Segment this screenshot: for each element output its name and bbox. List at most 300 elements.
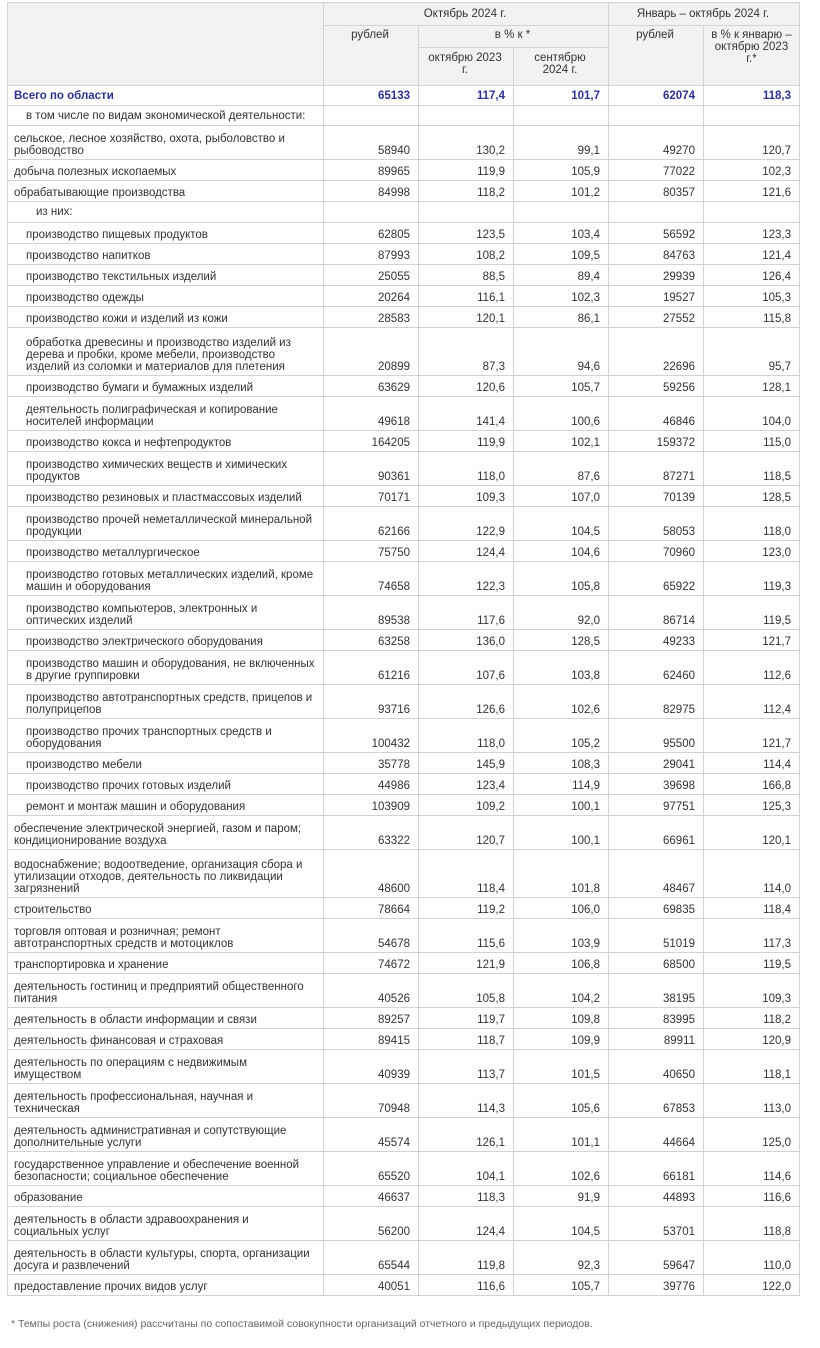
cell-rub: 61216 [324,651,419,685]
table-row [8,507,800,541]
row-label: производство электрического оборудования [8,630,324,651]
cell-jpct: 120,9 [704,1029,800,1050]
table-row [8,1152,800,1186]
cell-jrub: 29041 [609,753,704,774]
table-row [8,223,800,244]
cell-rub: 65544 [324,1241,419,1275]
cell-rub: 74672 [324,953,419,974]
cell-jpct: 128,1 [704,376,800,397]
cell-oct: 141,4 [419,397,514,431]
cell-rub: 84998 [324,181,419,202]
cell-sep: 105,7 [514,1275,609,1296]
row-label: обрабатывающие производства [8,181,324,202]
cell-sep: 104,2 [514,974,609,1008]
header-rub-oct: рублей [324,26,419,86]
row-label: деятельность административная и сопутствующие дополнительные услуги [8,1118,324,1152]
cell-rub: 78664 [324,898,419,919]
cell-oct: 120,7 [419,816,514,850]
cell-jrub: 59256 [609,376,704,397]
cell-oct: 120,6 [419,376,514,397]
table-row [8,106,800,126]
cell-jrub: 39776 [609,1275,704,1296]
cell-oct: 108,2 [419,244,514,265]
cell-sep: 103,8 [514,651,609,685]
cell-oct: 120,1 [419,307,514,328]
cell-jrub: 44664 [609,1118,704,1152]
cell-sep: 101,7 [514,86,609,106]
cell-oct: 136,0 [419,630,514,651]
cell-jpct: 112,4 [704,685,800,719]
cell-sep: 104,6 [514,541,609,562]
row-label: торговля оптовая и розничная; ремонт автотранспортных средств и мотоциклов [8,919,324,953]
cell-oct: 121,9 [419,953,514,974]
table-row [8,541,800,562]
cell-jpct: 121,6 [704,181,800,202]
cell-jpct: 126,4 [704,265,800,286]
cell-jrub: 82975 [609,685,704,719]
cell-jpct: 122,0 [704,1275,800,1296]
row-label: деятельность в области культуры, спорта, организации досуга и развлечений [8,1241,324,1275]
cell-jpct: 125,3 [704,795,800,816]
cell-jrub: 97751 [609,795,704,816]
row-label: деятельность по операциям с недвижимым имуществом [8,1050,324,1084]
header-pct-sep-2024: сентябрю 2024 г. [514,48,609,86]
table-row [8,376,800,397]
row-label: деятельность полиграфическая и копирование носителей информации [8,397,324,431]
row-label: государственное управление и обеспечение военной безопасности; социальное обеспечение [8,1152,324,1186]
cell-jrub: 66181 [609,1152,704,1186]
cell-rub: 89257 [324,1008,419,1029]
row-label: производство автотранспортных средств, прицепов и полуприцепов [8,685,324,719]
cell-jpct: 115,8 [704,307,800,328]
cell-oct: 105,8 [419,974,514,1008]
table-row [8,562,800,596]
row-label: производство химических веществ и химических продуктов [8,452,324,486]
cell-rub: 46637 [324,1186,419,1207]
cell-sep: 89,4 [514,265,609,286]
cell-jpct: 121,7 [704,719,800,753]
cell-rub: 100432 [324,719,419,753]
cell-sep: 104,5 [514,1207,609,1241]
cell-oct: 118,7 [419,1029,514,1050]
cell-jrub: 19527 [609,286,704,307]
table-row [8,719,800,753]
cell-rub: 87993 [324,244,419,265]
cell-sep: 107,0 [514,486,609,507]
cell-rub: 70948 [324,1084,419,1118]
table-row [8,1275,800,1296]
cell-sep: 104,5 [514,507,609,541]
table-row [8,630,800,651]
cell-sep [514,202,609,223]
table-row [8,328,800,376]
row-label: производство текстильных изделий [8,265,324,286]
cell-sep: 92,3 [514,1241,609,1275]
cell-oct: 126,1 [419,1118,514,1152]
header-october-2024: Октябрь 2024 г. [324,3,609,26]
cell-oct: 118,4 [419,850,514,898]
cell-rub: 44986 [324,774,419,795]
cell-jrub: 22696 [609,328,704,376]
row-label: деятельность в области здравоохранения и социальных услуг [8,1207,324,1241]
cell-jrub: 62074 [609,86,704,106]
cell-jrub: 58053 [609,507,704,541]
cell-sep: 102,6 [514,685,609,719]
row-label: производство мебели [8,753,324,774]
row-label: производство бумаги и бумажных изделий [8,376,324,397]
cell-oct: 113,7 [419,1050,514,1084]
cell-jrub: 53701 [609,1207,704,1241]
cell-jpct: 121,7 [704,630,800,651]
table-row [8,816,800,850]
cell-jrub: 46846 [609,397,704,431]
cell-oct: 123,5 [419,223,514,244]
table-row [8,307,800,328]
cell-sep: 100,6 [514,397,609,431]
cell-jpct: 120,7 [704,126,800,160]
row-label: производство прочих готовых изделий [8,774,324,795]
cell-rub: 62166 [324,507,419,541]
row-label: производство машин и оборудования, не включенных в другие группировки [8,651,324,685]
footnote: * Темпы роста (снижения) рассчитаны по сопоставимой совокупности организаций отчетного и предыдущих периодов. [11,1318,593,1330]
cell-sep: 99,1 [514,126,609,160]
cell-jpct: 95,7 [704,328,800,376]
table-row [8,919,800,953]
row-label: производство кожи и изделий из кожи [8,307,324,328]
cell-jpct: 109,3 [704,974,800,1008]
table-header [8,3,800,86]
cell-sep: 106,8 [514,953,609,974]
cell-jrub: 68500 [609,953,704,974]
table-row [8,774,800,795]
cell-jrub: 29939 [609,265,704,286]
cell-sep: 102,1 [514,431,609,452]
cell-jpct: 118,4 [704,898,800,919]
cell-oct: 114,3 [419,1084,514,1118]
table-row [8,1207,800,1241]
row-label: из них: [8,202,324,223]
row-label: производство резиновых и пластмассовых изделий [8,486,324,507]
cell-jpct: 114,4 [704,753,800,774]
cell-oct: 117,4 [419,86,514,106]
cell-sep: 87,6 [514,452,609,486]
table-row [8,181,800,202]
salary-table-container [7,2,799,1296]
row-label: транспортировка и хранение [8,953,324,974]
cell-rub: 65520 [324,1152,419,1186]
cell-rub: 63322 [324,816,419,850]
cell-rub: 48600 [324,850,419,898]
row-label: образование [8,1186,324,1207]
cell-rub [324,106,419,126]
cell-jrub: 69835 [609,898,704,919]
table-row [8,1241,800,1275]
row-label: водоснабжение; водоотведение, организация сбора и утилизации отходов, деятельность по ликвидации загрязнений [8,850,324,898]
cell-jpct: 118,0 [704,507,800,541]
cell-jrub [609,202,704,223]
cell-rub: 49618 [324,397,419,431]
cell-jrub: 159372 [609,431,704,452]
cell-sep: 101,2 [514,181,609,202]
cell-sep: 100,1 [514,816,609,850]
table-row [8,1008,800,1029]
cell-oct: 118,3 [419,1186,514,1207]
cell-jpct: 119,5 [704,596,800,630]
cell-rub [324,202,419,223]
cell-oct: 119,9 [419,160,514,181]
cell-sep: 109,5 [514,244,609,265]
cell-rub: 28583 [324,307,419,328]
cell-oct: 118,0 [419,719,514,753]
cell-jrub: 66961 [609,816,704,850]
cell-jrub: 95500 [609,719,704,753]
table-row [8,1050,800,1084]
table-row [8,452,800,486]
cell-sep: 101,8 [514,850,609,898]
cell-rub: 63629 [324,376,419,397]
cell-oct: 119,9 [419,431,514,452]
cell-sep: 102,3 [514,286,609,307]
table-row [8,795,800,816]
cell-sep: 105,2 [514,719,609,753]
cell-oct: 118,2 [419,181,514,202]
table-row [8,1084,800,1118]
cell-rub: 164205 [324,431,419,452]
cell-jpct: 118,8 [704,1207,800,1241]
cell-jrub: 48467 [609,850,704,898]
cell-jrub: 39698 [609,774,704,795]
cell-jrub: 27552 [609,307,704,328]
cell-jrub: 38195 [609,974,704,1008]
cell-sep: 108,3 [514,753,609,774]
cell-jpct: 102,3 [704,160,800,181]
cell-rub: 62805 [324,223,419,244]
cell-oct: 117,6 [419,596,514,630]
cell-jrub: 70960 [609,541,704,562]
cell-jpct: 166,8 [704,774,800,795]
cell-jpct: 121,4 [704,244,800,265]
cell-rub: 103909 [324,795,419,816]
cell-oct: 122,3 [419,562,514,596]
cell-jpct: 110,0 [704,1241,800,1275]
cell-rub: 90361 [324,452,419,486]
cell-rub: 20264 [324,286,419,307]
cell-sep: 86,1 [514,307,609,328]
cell-jpct [704,202,800,223]
cell-jpct: 114,0 [704,850,800,898]
cell-oct: 87,3 [419,328,514,376]
cell-rub: 74658 [324,562,419,596]
header-jan-oct-2024: Январь – октябрь 2024 г. [609,3,800,26]
table-row [8,397,800,431]
cell-sep: 105,7 [514,376,609,397]
cell-jpct: 118,1 [704,1050,800,1084]
cell-jpct: 128,5 [704,486,800,507]
cell-jrub: 86714 [609,596,704,630]
cell-rub: 75750 [324,541,419,562]
cell-jrub: 70139 [609,486,704,507]
cell-jpct [704,106,800,126]
cell-rub: 54678 [324,919,419,953]
cell-jpct: 112,6 [704,651,800,685]
row-label: деятельность финансовая и страховая [8,1029,324,1050]
table-row [8,1186,800,1207]
cell-sep: 105,6 [514,1084,609,1118]
row-label: производство одежды [8,286,324,307]
cell-jpct: 105,3 [704,286,800,307]
cell-sep: 100,1 [514,795,609,816]
header-pct-jan-oct: в % к январю – октябрю 2023 г.* [704,26,800,86]
cell-oct: 130,2 [419,126,514,160]
cell-oct: 124,4 [419,1207,514,1241]
cell-jrub [609,106,704,126]
cell-jrub: 67853 [609,1084,704,1118]
table-row [8,1029,800,1050]
cell-oct: 119,2 [419,898,514,919]
table-row [8,160,800,181]
cell-jpct: 123,3 [704,223,800,244]
total-row [8,86,800,106]
cell-jpct: 118,3 [704,86,800,106]
cell-jrub: 65922 [609,562,704,596]
salary-table [7,2,800,1296]
cell-sep: 105,8 [514,562,609,596]
cell-jpct: 125,0 [704,1118,800,1152]
header-blank [8,3,324,86]
cell-jrub: 44893 [609,1186,704,1207]
table-body [8,86,800,1296]
cell-rub: 35778 [324,753,419,774]
cell-jpct: 119,5 [704,953,800,974]
cell-jrub: 59647 [609,1241,704,1275]
cell-oct: 145,9 [419,753,514,774]
row-label: производство напитков [8,244,324,265]
cell-jrub: 49233 [609,630,704,651]
row-label: производство готовых металлических изделий, кроме машин и оборудования [8,562,324,596]
cell-oct: 118,0 [419,452,514,486]
cell-jpct: 119,3 [704,562,800,596]
cell-oct: 126,6 [419,685,514,719]
row-label: Всего по области [8,86,324,106]
cell-rub: 89415 [324,1029,419,1050]
cell-oct: 104,1 [419,1152,514,1186]
row-label: ремонт и монтаж машин и оборудования [8,795,324,816]
cell-rub: 40939 [324,1050,419,1084]
table-row [8,431,800,452]
cell-sep: 128,5 [514,630,609,651]
cell-sep: 103,4 [514,223,609,244]
cell-oct [419,106,514,126]
cell-sep: 102,6 [514,1152,609,1186]
cell-rub: 56200 [324,1207,419,1241]
row-label: предоставление прочих видов услуг [8,1275,324,1296]
table-row [8,953,800,974]
table-row [8,898,800,919]
cell-oct: 119,7 [419,1008,514,1029]
cell-jrub: 83995 [609,1008,704,1029]
cell-jpct: 113,0 [704,1084,800,1118]
cell-sep: 91,9 [514,1186,609,1207]
cell-rub: 20899 [324,328,419,376]
cell-oct: 123,4 [419,774,514,795]
cell-sep: 94,6 [514,328,609,376]
cell-oct: 115,6 [419,919,514,953]
cell-jrub: 51019 [609,919,704,953]
cell-jpct: 117,3 [704,919,800,953]
header-pct-group: в % к * [419,26,609,48]
cell-rub: 89538 [324,596,419,630]
cell-oct: 116,1 [419,286,514,307]
row-label: добыча полезных ископаемых [8,160,324,181]
cell-oct: 109,2 [419,795,514,816]
cell-jpct: 116,6 [704,1186,800,1207]
cell-jpct: 120,1 [704,816,800,850]
cell-jrub: 89911 [609,1029,704,1050]
cell-sep: 105,9 [514,160,609,181]
cell-jrub: 49270 [609,126,704,160]
cell-sep: 103,9 [514,919,609,953]
row-label: в том числе по видам экономической деятельности: [8,106,324,126]
table-row [8,685,800,719]
cell-jpct: 118,5 [704,452,800,486]
header-pct-oct-2023: октябрю 2023 г. [419,48,514,86]
cell-jpct: 104,0 [704,397,800,431]
cell-oct: 88,5 [419,265,514,286]
cell-sep: 106,0 [514,898,609,919]
cell-oct: 124,4 [419,541,514,562]
cell-oct: 109,3 [419,486,514,507]
row-label: строительство [8,898,324,919]
cell-jpct: 118,2 [704,1008,800,1029]
row-label: сельское, лесное хозяйство, охота, рыболовство и рыбоводство [8,126,324,160]
cell-rub: 40526 [324,974,419,1008]
table-row [8,1118,800,1152]
row-label: обеспечение электрической энергией, газом и паром; кондиционирование воздуха [8,816,324,850]
cell-rub: 65133 [324,86,419,106]
cell-jrub: 40650 [609,1050,704,1084]
cell-oct [419,202,514,223]
header-rub-jan-oct: рублей [609,26,704,86]
cell-sep [514,106,609,126]
cell-rub: 70171 [324,486,419,507]
cell-jrub: 62460 [609,651,704,685]
table-row [8,265,800,286]
row-label: обработка древесины и производство изделий из дерева и пробки, кроме мебели, производство изделий из соломки и материалов для плетения [8,328,324,376]
cell-sep: 109,8 [514,1008,609,1029]
cell-rub: 40051 [324,1275,419,1296]
cell-rub: 25055 [324,265,419,286]
row-label: производство прочих транспортных средств и оборудования [8,719,324,753]
cell-jrub: 80357 [609,181,704,202]
cell-sep: 92,0 [514,596,609,630]
cell-jrub: 56592 [609,223,704,244]
cell-rub: 93716 [324,685,419,719]
cell-oct: 119,8 [419,1241,514,1275]
table-row [8,202,800,223]
row-label: производство пищевых продуктов [8,223,324,244]
row-label: производство прочей неметаллической минеральной продукции [8,507,324,541]
table-row [8,596,800,630]
table-row [8,974,800,1008]
table-row [8,850,800,898]
cell-sep: 101,5 [514,1050,609,1084]
table-row [8,244,800,265]
row-label: деятельность в области информации и связи [8,1008,324,1029]
row-label: производство металлургическое [8,541,324,562]
table-row [8,286,800,307]
cell-jrub: 77022 [609,160,704,181]
table-row [8,126,800,160]
